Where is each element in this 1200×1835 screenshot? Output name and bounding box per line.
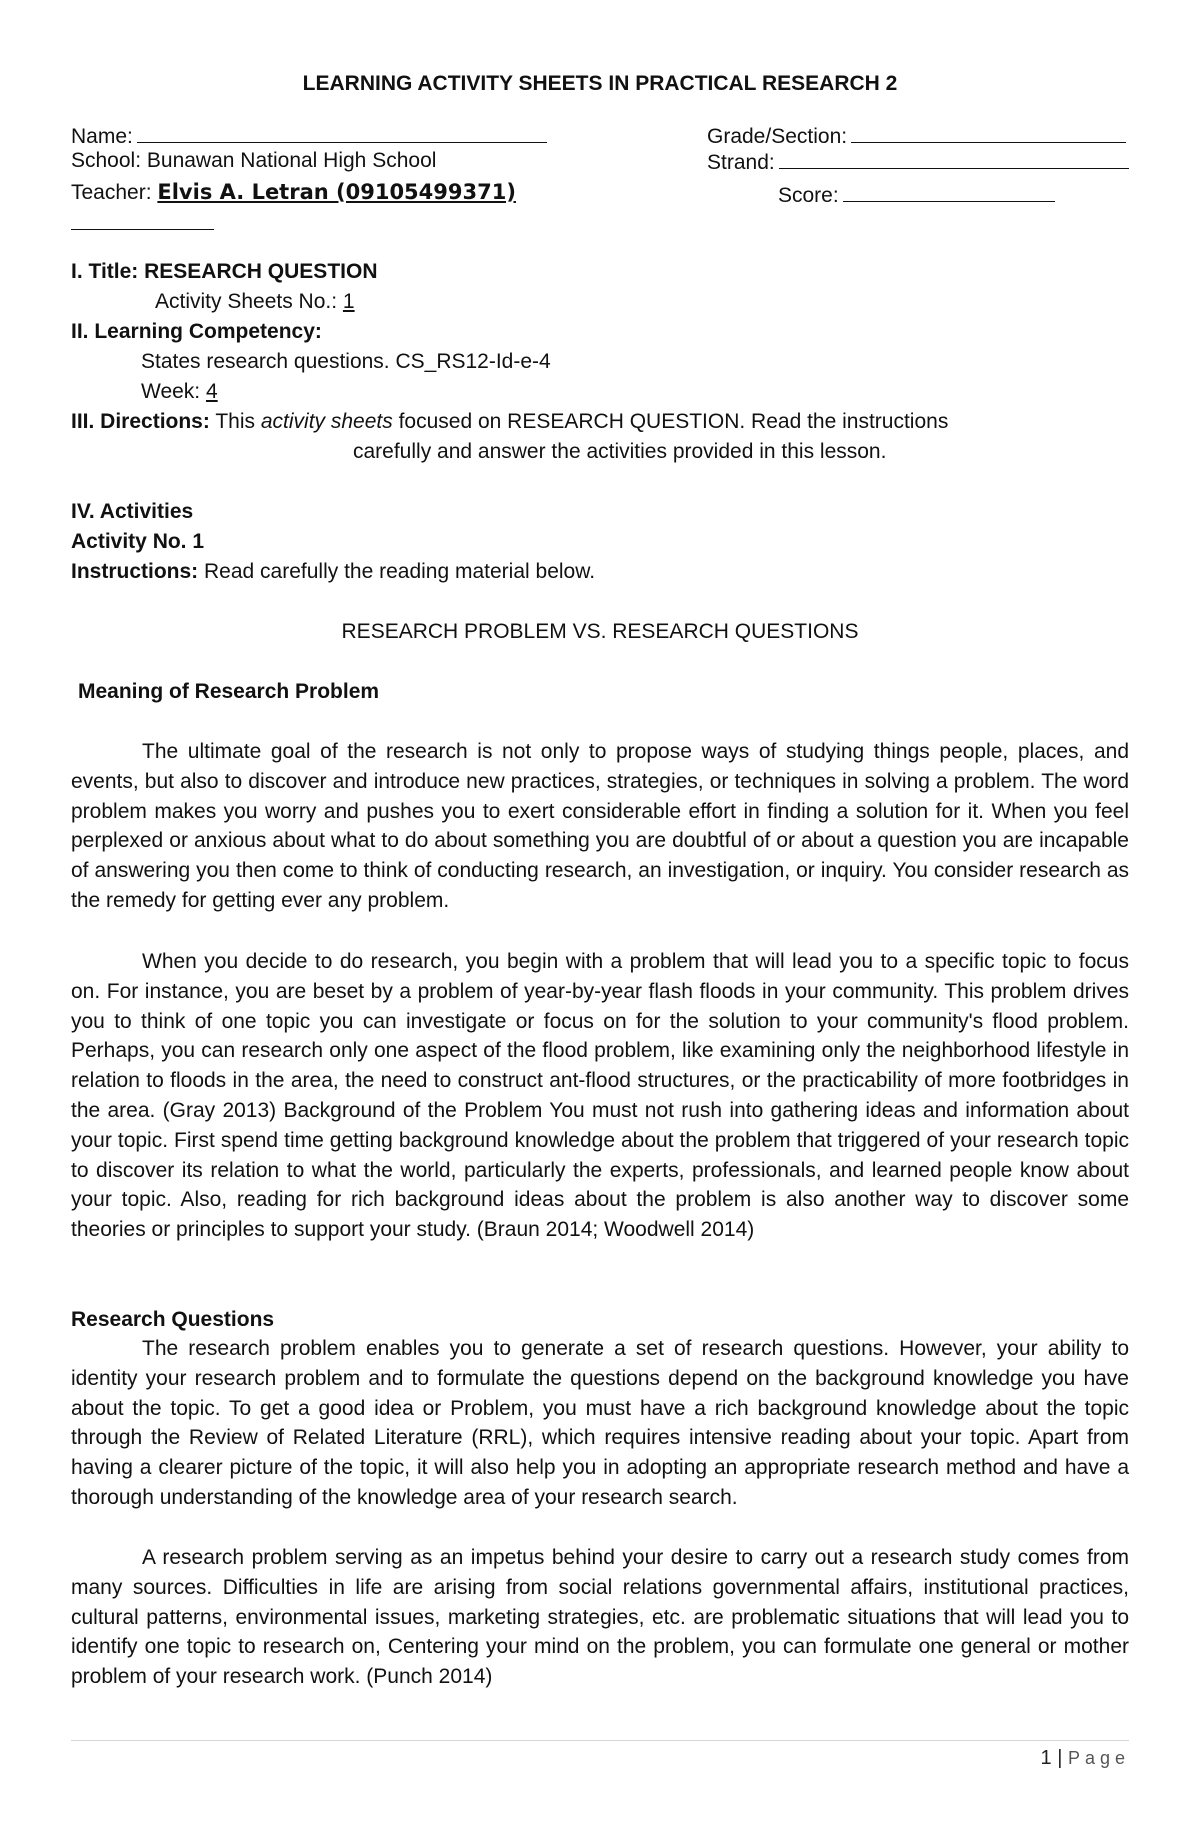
page-word: Page [1067,1748,1130,1768]
competency-heading: II. Learning Competency: [71,320,322,343]
instructions-label: Instructions: [71,560,199,583]
page-number: 1 [1040,1747,1052,1769]
directions-pre: This [215,410,256,433]
name-field [71,122,547,150]
meaning-heading: Meaning of Research Problem [78,680,380,703]
school-field [71,148,436,174]
teacher-label: Teacher: [71,181,152,204]
score-blank [843,181,1055,202]
strand-field [707,148,1129,176]
directions-label: III. Directions: [71,410,210,433]
week [141,379,218,405]
directions-post: focused on RESEARCH QUESTION. Read the instructions [398,410,949,433]
competency-text: States research questions. CS_RS12-Id-e-4 [141,350,551,373]
instructions-text: Read carefully the reading material below. [204,560,596,583]
score-field [778,181,1055,209]
footer-separator: | [1057,1747,1063,1769]
grade-section-field [707,122,1126,150]
teacher-name: Elvis A. Letran (09105499371) [157,180,516,204]
teacher-field [71,179,516,206]
activity-sheets-value: 1 [342,290,355,313]
directions [71,409,948,435]
school-label: School: [71,149,142,172]
week-value: 4 [205,380,218,403]
score-continuation-blank [71,229,214,230]
strand-blank [779,148,1129,169]
school-value: Bunawan National High School [146,149,437,172]
activity-sheets-label: Activity Sheets No.: [155,290,338,313]
activity-sheets-number [155,289,355,315]
name-blank [137,122,547,143]
paragraph-1: The ultimate goal of the research is not only to propose ways of studying things people, places, and events, but also to discover and introduce new practices, strategies, or techniques in solving a problem. The word problem makes you worry and pushes you to exert considerable effort in finding a solution for it. When you feel perplexed or anxious about what to do about something you are doubtful of or about a question you are incapable of answering you then come to think of conducting research, an investigation, or inquiry. You consider research as the remedy for getting ever any problem. [71,740,1129,912]
grade-section-label: Grade/Section: [707,125,848,148]
title-heading: I. Title: RESEARCH QUESTION [71,260,378,283]
paragraph-4: A research problem serving as an impetus behind your desire to carry out a research study comes from many sources. Difficulties in life are arising from social relations governmental affairs, institutional practices, cultural patterns, environmental issues, marketing strategies, etc. are problematic situations that will lead you to identify one topic to research on, Centering your mind on the problem, you can formulate one general or mother problem of your research work. (Punch 2014) [71,1546,1129,1689]
instructions [71,559,595,585]
strand-label: Strand: [707,151,775,174]
page-footer [1041,1747,1131,1770]
grade-section-blank [851,122,1126,143]
paragraph-3: The research problem enables you to generate a set of research questions. However, your ability to identity your research problem and to formulate the questions depend on the background knowledge you have about the topic. To get a good idea or Problem, you must have a rich background knowledge about the topic through the Review of Related Literature (RRL), which requires intensive reading about your topic. Apart from having a clearer picture of the topic, it will also help you in adopting an appropriate research method and have a thorough understanding of the knowledge area of your research search. [71,1337,1129,1509]
directions-line-2: carefully and answer the activities provided in this lesson. [353,440,887,463]
footer-divider [71,1740,1129,1741]
document-title: LEARNING ACTIVITY SHEETS IN PRACTICAL RESEARCH 2 [302,72,898,95]
activity-number: Activity No. 1 [71,530,205,553]
score-label: Score: [778,184,839,207]
research-questions-heading: Research Questions [71,1308,275,1331]
directions-italic: activity sheets [260,410,393,433]
main-heading: RESEARCH PROBLEM VS. RESEARCH QUESTIONS [341,620,859,643]
paragraph-2: When you decide to do research, you begin with a problem that will lead you to a specific topic to focus on. For instance, you are beset by a problem of year-by-year flash floods in your community. This problem drives you to think of one topic you can investigate or focus on for the solution to your community's flood problem. Perhaps, you can research only one aspect of the flood problem, like examining only the neighborhood lifestyle in relation to floods in the area, the need to construct ant-flood structures, or the practicability of more footbridges in the area. (Gray 2013) Background of the Problem You must not rush into gathering ideas and information about your topic. First spend time getting background knowledge about the problem that triggered of your research topic to discover its relation to what the world, particularly the experts, professionals, and learned people know about your topic. Also, reading for rich background ideas about the problem is also another way to discover some theories or principles to support your study. (Braun 2014; Woodwell 2014) [71,950,1129,1242]
week-label: Week: [141,380,201,403]
activities-heading: IV. Activities [71,500,194,523]
name-label: Name: [71,125,133,148]
